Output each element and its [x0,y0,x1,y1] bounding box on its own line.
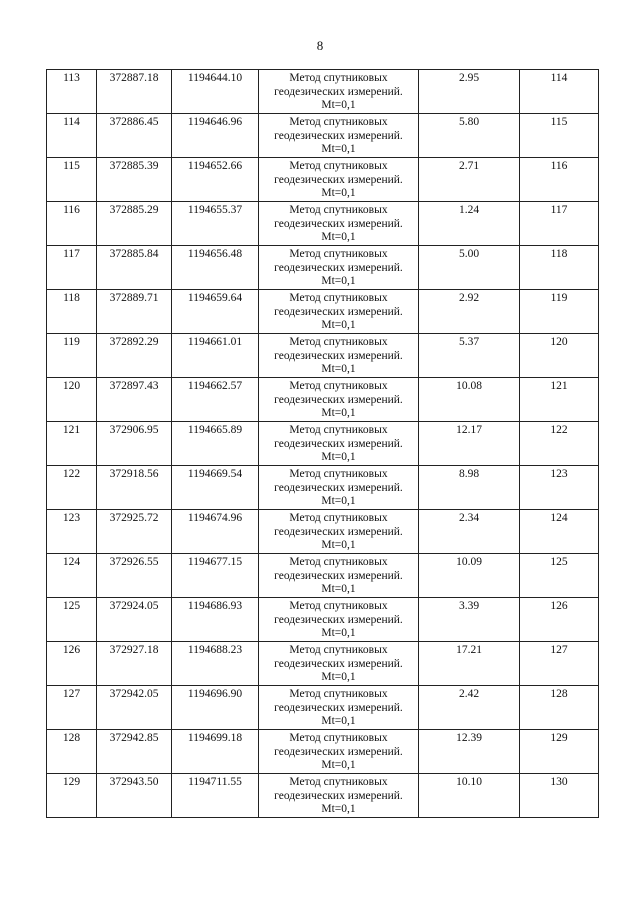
y-coordinate-cell: 1194677.15 [172,554,259,598]
x-coordinate-cell: 372926.55 [97,554,172,598]
y-coordinate-cell: 1194665.89 [172,422,259,466]
method-cell [259,686,419,730]
method-line-1: Метод спутниковых [289,556,388,568]
method-accuracy: Mt=0,1 [321,451,356,463]
method-cell [259,290,419,334]
method-cell [259,598,419,642]
y-coordinate-cell: 1194644.10 [172,70,259,114]
method-accuracy: Mt=0,1 [321,583,356,595]
next-point-cell: 122 [520,422,599,466]
table-row [47,246,599,290]
next-point-cell: 124 [520,510,599,554]
method-line-2: геодезических измерений. [274,525,403,538]
distance-cell: 10.08 [419,378,520,422]
x-coordinate-cell: 372918.56 [97,466,172,510]
method-line-1: Метод спутниковых [289,468,388,480]
method-line-2: геодезических измерений. [274,261,403,274]
point-number-cell: 118 [47,290,97,334]
method-accuracy: Mt=0,1 [321,759,356,771]
distance-cell: 8.98 [419,466,520,510]
method-accuracy: Mt=0,1 [321,495,356,507]
table-row [47,686,599,730]
x-coordinate-cell: 372886.45 [97,114,172,158]
table-row [47,70,599,114]
method-cell [259,774,419,818]
point-number-cell: 124 [47,554,97,598]
distance-cell: 10.10 [419,774,520,818]
distance-cell: 10.09 [419,554,520,598]
distance-cell: 12.17 [419,422,520,466]
distance-cell: 1.24 [419,202,520,246]
next-point-cell: 130 [520,774,599,818]
x-coordinate-cell: 372927.18 [97,642,172,686]
y-coordinate-cell: 1194656.48 [172,246,259,290]
method-line-2: геодезических измерений. [274,789,403,802]
method-accuracy: Mt=0,1 [321,363,356,375]
point-number-cell: 129 [47,774,97,818]
method-line-1: Метод спутниковых [289,72,388,84]
table-row [47,554,599,598]
method-cell [259,422,419,466]
point-number-cell: 116 [47,202,97,246]
coordinates-table [46,69,599,818]
method-cell [259,158,419,202]
method-accuracy: Mt=0,1 [321,275,356,287]
method-cell [259,554,419,598]
method-accuracy: Mt=0,1 [321,715,356,727]
method-cell [259,730,419,774]
table-row [47,114,599,158]
method-line-1: Метод спутниковых [289,292,388,304]
table-row [47,642,599,686]
y-coordinate-cell: 1194699.18 [172,730,259,774]
y-coordinate-cell: 1194688.23 [172,642,259,686]
next-point-cell: 126 [520,598,599,642]
distance-cell: 12.39 [419,730,520,774]
next-point-cell: 121 [520,378,599,422]
distance-cell: 17.21 [419,642,520,686]
table-row [47,378,599,422]
method-line-1: Метод спутниковых [289,248,388,260]
x-coordinate-cell: 372897.43 [97,378,172,422]
point-number-cell: 117 [47,246,97,290]
method-cell [259,70,419,114]
table-row [47,774,599,818]
y-coordinate-cell: 1194661.01 [172,334,259,378]
method-line-2: геодезических измерений. [274,217,403,230]
method-line-2: геодезических измерений. [274,305,403,318]
distance-cell: 5.80 [419,114,520,158]
point-number-cell: 120 [47,378,97,422]
y-coordinate-cell: 1194652.66 [172,158,259,202]
method-line-1: Метод спутниковых [289,204,388,216]
method-line-1: Метод спутниковых [289,776,388,788]
next-point-cell: 114 [520,70,599,114]
method-line-2: геодезических измерений. [274,701,403,714]
next-point-cell: 127 [520,642,599,686]
method-line-2: геодезических измерений. [274,129,403,142]
x-coordinate-cell: 372885.39 [97,158,172,202]
x-coordinate-cell: 372885.84 [97,246,172,290]
table-row [47,202,599,246]
method-line-2: геодезических измерений. [274,393,403,406]
method-cell [259,334,419,378]
table-row [47,730,599,774]
method-line-1: Метод спутниковых [289,644,388,656]
distance-cell: 2.42 [419,686,520,730]
next-point-cell: 123 [520,466,599,510]
next-point-cell: 116 [520,158,599,202]
next-point-cell: 118 [520,246,599,290]
method-accuracy: Mt=0,1 [321,319,356,331]
next-point-cell: 117 [520,202,599,246]
method-accuracy: Mt=0,1 [321,143,356,155]
method-line-2: геодезических измерений. [274,85,403,98]
method-cell [259,202,419,246]
point-number-cell: 115 [47,158,97,202]
method-line-1: Метод спутниковых [289,336,388,348]
x-coordinate-cell: 372943.50 [97,774,172,818]
point-number-cell: 123 [47,510,97,554]
y-coordinate-cell: 1194646.96 [172,114,259,158]
y-coordinate-cell: 1194711.55 [172,774,259,818]
method-line-2: геодезических измерений. [274,349,403,362]
method-line-2: геодезических измерений. [274,613,403,626]
method-cell [259,114,419,158]
point-number-cell: 119 [47,334,97,378]
method-accuracy: Mt=0,1 [321,187,356,199]
table-row [47,158,599,202]
method-line-1: Метод спутниковых [289,160,388,172]
next-point-cell: 125 [520,554,599,598]
next-point-cell: 120 [520,334,599,378]
y-coordinate-cell: 1194669.54 [172,466,259,510]
distance-cell: 2.95 [419,70,520,114]
table-row [47,334,599,378]
table-row [47,466,599,510]
method-accuracy: Mt=0,1 [321,99,356,111]
point-number-cell: 126 [47,642,97,686]
y-coordinate-cell: 1194662.57 [172,378,259,422]
x-coordinate-cell: 372906.95 [97,422,172,466]
x-coordinate-cell: 372925.72 [97,510,172,554]
method-line-1: Метод спутниковых [289,380,388,392]
point-number-cell: 121 [47,422,97,466]
table-row [47,422,599,466]
method-line-2: геодезических измерений. [274,745,403,758]
method-line-1: Метод спутниковых [289,116,388,128]
method-line-2: геодезических измерений. [274,569,403,582]
distance-cell: 2.34 [419,510,520,554]
point-number-cell: 113 [47,70,97,114]
next-point-cell: 128 [520,686,599,730]
method-line-1: Метод спутниковых [289,512,388,524]
table-row [47,290,599,334]
x-coordinate-cell: 372892.29 [97,334,172,378]
y-coordinate-cell: 1194659.64 [172,290,259,334]
method-line-2: геодезических измерений. [274,481,403,494]
method-cell [259,378,419,422]
method-cell [259,510,419,554]
x-coordinate-cell: 372942.05 [97,686,172,730]
y-coordinate-cell: 1194655.37 [172,202,259,246]
method-accuracy: Mt=0,1 [321,627,356,639]
method-accuracy: Mt=0,1 [321,671,356,683]
method-line-1: Метод спутниковых [289,732,388,744]
point-number-cell: 125 [47,598,97,642]
y-coordinate-cell: 1194696.90 [172,686,259,730]
distance-cell: 3.39 [419,598,520,642]
distance-cell: 2.71 [419,158,520,202]
method-line-1: Метод спутниковых [289,600,388,612]
method-accuracy: Mt=0,1 [321,539,356,551]
method-line-2: геодезических измерений. [274,173,403,186]
distance-cell: 2.92 [419,290,520,334]
x-coordinate-cell: 372889.71 [97,290,172,334]
x-coordinate-cell: 372942.85 [97,730,172,774]
method-cell [259,642,419,686]
x-coordinate-cell: 372924.05 [97,598,172,642]
point-number-cell: 122 [47,466,97,510]
method-line-2: геодезических измерений. [274,657,403,670]
point-number-cell: 128 [47,730,97,774]
table-row [47,510,599,554]
method-line-1: Метод спутниковых [289,424,388,436]
method-accuracy: Mt=0,1 [321,231,356,243]
coordinates-table-body [47,70,599,818]
next-point-cell: 115 [520,114,599,158]
method-accuracy: Mt=0,1 [321,407,356,419]
table-row [47,598,599,642]
page-number: 8 [316,38,324,53]
method-cell [259,246,419,290]
method-cell [259,466,419,510]
method-line-2: геодезических измерений. [274,437,403,450]
method-accuracy: Mt=0,1 [321,803,356,815]
point-number-cell: 127 [47,686,97,730]
distance-cell: 5.37 [419,334,520,378]
distance-cell: 5.00 [419,246,520,290]
x-coordinate-cell: 372887.18 [97,70,172,114]
next-point-cell: 119 [520,290,599,334]
x-coordinate-cell: 372885.29 [97,202,172,246]
method-line-1: Метод спутниковых [289,688,388,700]
point-number-cell: 114 [47,114,97,158]
next-point-cell: 129 [520,730,599,774]
y-coordinate-cell: 1194686.93 [172,598,259,642]
y-coordinate-cell: 1194674.96 [172,510,259,554]
